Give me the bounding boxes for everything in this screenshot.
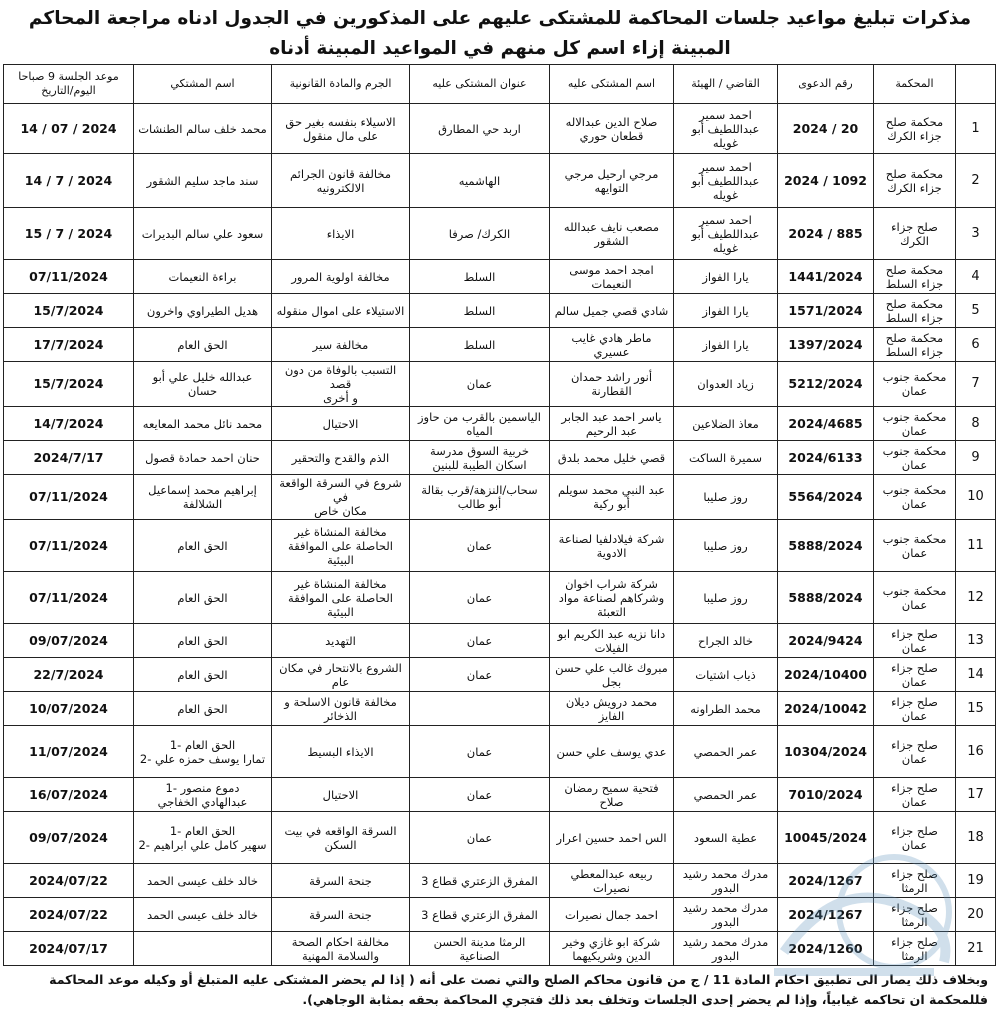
case-number-cell: 1397/2024 xyxy=(778,328,874,362)
defendant-name-cell: ياسر احمد عبد الجابر عبد الرحيم xyxy=(550,407,674,441)
hearing-date-cell: 15/7/2024 xyxy=(4,294,134,328)
defendant-name-cell: مرجي ارحيل مرجي التوايهه xyxy=(550,154,674,208)
row-index-cell: 17 xyxy=(956,778,996,812)
case-number-cell: 7010/2024 xyxy=(778,778,874,812)
case-number-cell: 5888/2024 xyxy=(778,520,874,572)
court-cell: محكمة صلح جزاء السلط xyxy=(874,260,956,294)
row-index-cell: 18 xyxy=(956,812,996,864)
row-index-cell: 1 xyxy=(956,104,996,154)
row-index-cell: 21 xyxy=(956,932,996,966)
defendant-name-cell: احمد جمال نصيرات xyxy=(550,898,674,932)
hearing-date-cell: 07/11/2024 xyxy=(4,260,134,294)
judge-cell: خالد الجراح xyxy=(674,624,778,658)
defendant-name-cell: شركة ابو غازي وخير الدين وشريكيهما xyxy=(550,932,674,966)
case-number-cell: 2024/6133 xyxy=(778,441,874,475)
defendant-address-cell: الياسمين بالقرب من حاوز المياه xyxy=(410,407,550,441)
table-row xyxy=(4,104,996,154)
court-cell: محكمة جنوب عمان xyxy=(874,475,956,520)
judge-cell: عطية السعود xyxy=(674,812,778,864)
court-cell: محكمة صلح جزاء الكرك xyxy=(874,104,956,154)
case-number-cell: 2024/1260 xyxy=(778,932,874,966)
offense-cell: شروع في السرقة الواقعة في مكان خاص xyxy=(272,475,410,520)
defendant-address-cell: عمان xyxy=(410,572,550,624)
hearing-date-cell: 07/11/2024 xyxy=(4,572,134,624)
court-cell: محكمة جنوب عمان xyxy=(874,441,956,475)
offense-cell: الاسيلاء بنفسه بغير حق على مال منقول xyxy=(272,104,410,154)
col-header-defendant: اسم المشتكى عليه xyxy=(550,65,674,104)
case-number-cell: 2024 / 885 xyxy=(778,208,874,260)
complainant-name-cell: الحق العام xyxy=(134,692,272,726)
court-cell: صلح جزاء عمان xyxy=(874,778,956,812)
court-cell: صلح جزاء عمان xyxy=(874,726,956,778)
col-header-address: عنوان المشتكى عليه xyxy=(410,65,550,104)
case-number-cell: 5888/2024 xyxy=(778,572,874,624)
notice-page xyxy=(4,2,996,1008)
table-row xyxy=(4,520,996,572)
offense-cell: مخالفة اولوية المرور xyxy=(272,260,410,294)
case-number-cell: 10304/2024 xyxy=(778,726,874,778)
table-row xyxy=(4,812,996,864)
defendant-address-cell: عمان xyxy=(410,362,550,407)
defendant-name-cell: فتحية سميح رمضان صلاح xyxy=(550,778,674,812)
defendant-name-cell: صلاح الدين عبدالاله قطعان حوري xyxy=(550,104,674,154)
judge-cell: زياد العدوان xyxy=(674,362,778,407)
hearing-date-cell: 14/7/2024 xyxy=(4,407,134,441)
defendant-name-cell: مصعب نايف عبدالله الشقور xyxy=(550,208,674,260)
hearing-date-cell: 10/07/2024 xyxy=(4,692,134,726)
row-index-cell: 10 xyxy=(956,475,996,520)
defendant-address-cell: عمان xyxy=(410,624,550,658)
court-cell: محكمة صلح جزاء الكرك xyxy=(874,154,956,208)
row-index-cell: 14 xyxy=(956,658,996,692)
row-index-cell: 6 xyxy=(956,328,996,362)
defendant-address-cell: الرمثا مدينة الحسن الصناعية xyxy=(410,932,550,966)
row-index-cell: 9 xyxy=(956,441,996,475)
hearing-date-cell: 2024/07/22 xyxy=(4,898,134,932)
court-cell: محكمة صلح جزاء السلط xyxy=(874,328,956,362)
complainant-name-cell: هديل الطيراوي واخرون xyxy=(134,294,272,328)
hearing-date-cell: 2024/7/17 xyxy=(4,441,134,475)
hearing-date-cell: 14 / 7 / 2024 xyxy=(4,154,134,208)
table-row xyxy=(4,407,996,441)
complainant-name-cell: خالد خلف عيسى الحمد xyxy=(134,898,272,932)
hearing-date-cell: 2024/07/22 xyxy=(4,864,134,898)
judge-cell: مدرك محمد رشيد البدور xyxy=(674,932,778,966)
court-cell: صلح جزاء عمان xyxy=(874,624,956,658)
hearing-date-cell: 07/11/2024 xyxy=(4,520,134,572)
defendant-name-cell: مبروك غالب علي حسن بجل xyxy=(550,658,674,692)
court-cell: محكمة جنوب عمان xyxy=(874,362,956,407)
row-index-cell: 16 xyxy=(956,726,996,778)
court-cell: محكمة جنوب عمان xyxy=(874,572,956,624)
case-number-cell: 2024/1267 xyxy=(778,898,874,932)
complainant-name-cell: براءة النعيمات xyxy=(134,260,272,294)
hearing-date-cell: 09/07/2024 xyxy=(4,812,134,864)
court-cell: محكمة جنوب عمان xyxy=(874,407,956,441)
case-number-cell: 2024 / 1092 xyxy=(778,154,874,208)
table-header-row xyxy=(4,65,996,104)
judge-cell: مدرك محمد رشيد البدور xyxy=(674,898,778,932)
offense-cell: التسبب بالوفاة من دون قصد و أخرى xyxy=(272,362,410,407)
complainant-name-cell: الحق العام -1 تمارا يوسف حمزه علي -2 xyxy=(134,726,272,778)
case-number-cell: 10045/2024 xyxy=(778,812,874,864)
complainant-name-cell: دموع منصور -1 عبدالهادي الخفاجي xyxy=(134,778,272,812)
offense-cell: مخالفة سير xyxy=(272,328,410,362)
row-index-cell: 13 xyxy=(956,624,996,658)
offense-cell: الاستيلاء على اموال منقوله xyxy=(272,294,410,328)
complainant-name-cell: الحق العام xyxy=(134,658,272,692)
defendant-name-cell: شركة فيلادلفيا لصناعة الادوية xyxy=(550,520,674,572)
defendant-address-cell: سحاب/النزهة/قرب بقالة أبو طالب xyxy=(410,475,550,520)
offense-cell: مخالفة احكام الصحة والسلامة المهنية xyxy=(272,932,410,966)
row-index-cell: 8 xyxy=(956,407,996,441)
table-row xyxy=(4,475,996,520)
judge-cell: معاذ الضلاعين xyxy=(674,407,778,441)
col-header-index xyxy=(956,65,996,104)
hearing-date-cell: 17/7/2024 xyxy=(4,328,134,362)
court-cell: صلح جزاء الكرك xyxy=(874,208,956,260)
row-index-cell: 7 xyxy=(956,362,996,407)
table-row xyxy=(4,658,996,692)
offense-cell: جنحة السرقة xyxy=(272,898,410,932)
table-row xyxy=(4,441,996,475)
offense-cell: الاحتيال xyxy=(272,778,410,812)
defendant-name-cell: دانا نزيه عبد الكريم ابو الفيلات xyxy=(550,624,674,658)
defendant-address-cell: عمان xyxy=(410,520,550,572)
judge-cell: عمر الحمصي xyxy=(674,778,778,812)
defendant-name-cell: عدي يوسف علي حسن xyxy=(550,726,674,778)
row-index-cell: 2 xyxy=(956,154,996,208)
court-cell: صلح جزاء الرمثا xyxy=(874,864,956,898)
judge-cell: سميرة الساكت xyxy=(674,441,778,475)
defendant-name-cell: ماطر هادي غايب عسيري xyxy=(550,328,674,362)
defendant-address-cell: السلط xyxy=(410,260,550,294)
table-row xyxy=(4,572,996,624)
judge-cell: روز صليبا xyxy=(674,475,778,520)
hearings-table xyxy=(3,64,996,966)
complainant-name-cell: عبدالله خليل علي أبو حسان xyxy=(134,362,272,407)
hearing-date-cell: 2024/07/17 xyxy=(4,932,134,966)
row-index-cell: 20 xyxy=(956,898,996,932)
court-cell: صلح جزاء الرمثا xyxy=(874,898,956,932)
complainant-name-cell: حنان احمد حمادة قصول xyxy=(134,441,272,475)
court-cell: صلح جزاء عمان xyxy=(874,812,956,864)
defendant-address-cell: المفرق الزعتري قطاع 3 xyxy=(410,898,550,932)
table-row xyxy=(4,154,996,208)
offense-cell: الذم والقدح والتحقير xyxy=(272,441,410,475)
complainant-name-cell: سعود علي سالم البديرات xyxy=(134,208,272,260)
offense-cell: السرقة الواقعه في بيت السكن xyxy=(272,812,410,864)
hearing-date-cell: 11/07/2024 xyxy=(4,726,134,778)
table-row xyxy=(4,898,996,932)
table-row xyxy=(4,260,996,294)
defendant-name-cell: ربيعه عبدالمعطي نصيرات xyxy=(550,864,674,898)
legal-footer-note: وبخلاف ذلك يصار الى تطبيق احكام المادة 11 / ج من قانون محاكم الصلح والتي نصت على أنه ( إذا لم يحضر المشتكى عليه المتبلغ أو وكيله موعد المحاكمة فللمحكمة ان تحاكمه غيابياً، وإذا لم يحضر إحدى الجلسات وتخلف بعد ذلك فتجري المحاكمة بحقه بمثابة الوجاهي). xyxy=(49,972,988,1007)
case-number-cell: 1441/2024 xyxy=(778,260,874,294)
defendant-address-cell: عمان xyxy=(410,778,550,812)
case-number-cell: 2024 / 20 xyxy=(778,104,874,154)
defendant-name-cell: شادي قصي جميل سالم xyxy=(550,294,674,328)
offense-cell: الايذاء البسيط xyxy=(272,726,410,778)
judge-cell: احمد سمير عبداللطيف أبو غويله xyxy=(674,104,778,154)
table-row xyxy=(4,692,996,726)
complainant-name-cell: الحق العام -1 سهير كامل علي ابراهيم -2 xyxy=(134,812,272,864)
table-row xyxy=(4,294,996,328)
case-number-cell: 2024/10042 xyxy=(778,692,874,726)
notice-title: مذكرات تبليغ مواعيد جلسات المحاكمة للمشتكى عليهم على المذكورين في الجدول ادناه مراجعة المحاكم المبينة إزاء اسم كل منهم في المواعيد المبينة أدناه xyxy=(28,8,972,59)
judge-cell: ذياب اشتيات xyxy=(674,658,778,692)
offense-cell: جنحة السرقة xyxy=(272,864,410,898)
case-number-cell: 2024/10400 xyxy=(778,658,874,692)
defendant-address-cell: السلط xyxy=(410,294,550,328)
defendant-address-cell: الكرك/ صرفا xyxy=(410,208,550,260)
table-row xyxy=(4,932,996,966)
defendant-name-cell: محمد درويش ديلان الفايز xyxy=(550,692,674,726)
court-cell: صلح جزاء عمان xyxy=(874,692,956,726)
offense-cell: الشروع بالانتحار في مكان عام xyxy=(272,658,410,692)
offense-cell: مخالفة المنشاة غير الحاصلة على الموافقة البيئية xyxy=(272,520,410,572)
hearing-date-cell: 16/07/2024 xyxy=(4,778,134,812)
judge-cell: محمد الطراونه xyxy=(674,692,778,726)
defendant-name-cell: قصي خليل محمد بلدق xyxy=(550,441,674,475)
judge-cell: يارا الفواز xyxy=(674,328,778,362)
hearing-date-cell: 07/11/2024 xyxy=(4,475,134,520)
court-cell: محكمة جنوب عمان xyxy=(874,520,956,572)
complainant-name-cell: سند ماجد سليم الشقور xyxy=(134,154,272,208)
case-number-cell: 1571/2024 xyxy=(778,294,874,328)
col-header-complainant: اسم المشتكي xyxy=(134,65,272,104)
row-index-cell: 15 xyxy=(956,692,996,726)
case-number-cell: 5564/2024 xyxy=(778,475,874,520)
table-body xyxy=(4,104,996,966)
offense-cell: التهديد xyxy=(272,624,410,658)
col-header-court: المحكمة xyxy=(874,65,956,104)
table-row xyxy=(4,778,996,812)
defendant-address-cell: عمان xyxy=(410,812,550,864)
complainant-name-cell: الحق العام xyxy=(134,572,272,624)
table-row xyxy=(4,726,996,778)
table-row xyxy=(4,624,996,658)
court-cell: صلح جزاء الرمثا xyxy=(874,932,956,966)
defendant-address-cell: الهاشميه xyxy=(410,154,550,208)
offense-cell: الاحتيال xyxy=(272,407,410,441)
complainant-name-cell: محمد خلف سالم الطنشات xyxy=(134,104,272,154)
judge-cell: عمر الحمصي xyxy=(674,726,778,778)
defendant-address-cell: عمان xyxy=(410,726,550,778)
offense-cell: مخالفة قانون الاسلحة و الذخائر xyxy=(272,692,410,726)
complainant-name-cell: الحق العام xyxy=(134,328,272,362)
col-header-case-number: رقم الدعوى xyxy=(778,65,874,104)
hearing-date-cell: 09/07/2024 xyxy=(4,624,134,658)
judge-cell: مدرك محمد رشيد البدور xyxy=(674,864,778,898)
table-row xyxy=(4,208,996,260)
row-index-cell: 11 xyxy=(956,520,996,572)
col-header-hearing-date: موعد الجلسة 9 صباحا اليوم/التاريخ xyxy=(4,65,134,104)
offense-cell: مخالفة قانون الجرائم الالكترونيه xyxy=(272,154,410,208)
defendant-name-cell: شركة شراب اخوان وشركاهم لصناعة مواد التعبئة xyxy=(550,572,674,624)
complainant-name-cell: الحق العام xyxy=(134,624,272,658)
case-number-cell: 5212/2024 xyxy=(778,362,874,407)
defendant-address-cell: خربية السوق مدرسة اسكان الطيبة للبنين xyxy=(410,441,550,475)
defendant-name-cell: امجد احمد موسى النعيمات xyxy=(550,260,674,294)
judge-cell: يارا الفواز xyxy=(674,294,778,328)
judge-cell: احمد سمير عبداللطيف أبو غويله xyxy=(674,154,778,208)
hearing-date-cell: 15 / 7 / 2024 xyxy=(4,208,134,260)
complainant-name-cell xyxy=(134,932,272,966)
defendant-address-cell: اربد حي المطارق xyxy=(410,104,550,154)
complainant-name-cell: إبراهيم محمد إسماعيل الشلالفة xyxy=(134,475,272,520)
defendant-name-cell: الس احمد حسين اعرار xyxy=(550,812,674,864)
case-number-cell: 2024/1267 xyxy=(778,864,874,898)
row-index-cell: 5 xyxy=(956,294,996,328)
col-header-judge: القاضي / الهيئة xyxy=(674,65,778,104)
row-index-cell: 12 xyxy=(956,572,996,624)
defendant-address-cell: عمان xyxy=(410,658,550,692)
row-index-cell: 4 xyxy=(956,260,996,294)
hearing-date-cell: 14 / 07 / 2024 xyxy=(4,104,134,154)
defendant-address-cell xyxy=(410,692,550,726)
defendant-address-cell: السلط xyxy=(410,328,550,362)
complainant-name-cell: خالد خلف عيسى الحمد xyxy=(134,864,272,898)
judge-cell: روز صليبا xyxy=(674,572,778,624)
table-row xyxy=(4,864,996,898)
court-cell: محكمة صلح جزاء السلط xyxy=(874,294,956,328)
judge-cell: روز صليبا xyxy=(674,520,778,572)
complainant-name-cell: محمد نائل محمد المعايعه xyxy=(134,407,272,441)
table-row xyxy=(4,328,996,362)
col-header-offense: الجرم والمادة القانونية xyxy=(272,65,410,104)
defendant-address-cell: المفرق الزعتري قطاع 3 xyxy=(410,864,550,898)
row-index-cell: 3 xyxy=(956,208,996,260)
table-row xyxy=(4,362,996,407)
case-number-cell: 2024/9424 xyxy=(778,624,874,658)
court-cell: صلح جزاء عمان xyxy=(874,658,956,692)
judge-cell: احمد سمير عبداللطيف أبو غويله xyxy=(674,208,778,260)
offense-cell: الايذاء xyxy=(272,208,410,260)
defendant-name-cell: عبد النبي محمد سويلم أبو ركية xyxy=(550,475,674,520)
row-index-cell: 19 xyxy=(956,864,996,898)
defendant-name-cell: أنور راشد حمدان القطارنة xyxy=(550,362,674,407)
judge-cell: يارا الفواز xyxy=(674,260,778,294)
hearing-date-cell: 22/7/2024 xyxy=(4,658,134,692)
hearing-date-cell: 15/7/2024 xyxy=(4,362,134,407)
complainant-name-cell: الحق العام xyxy=(134,520,272,572)
offense-cell: مخالفة المنشاة غير الحاصلة على الموافقة البيئية xyxy=(272,572,410,624)
case-number-cell: 2024/4685 xyxy=(778,407,874,441)
